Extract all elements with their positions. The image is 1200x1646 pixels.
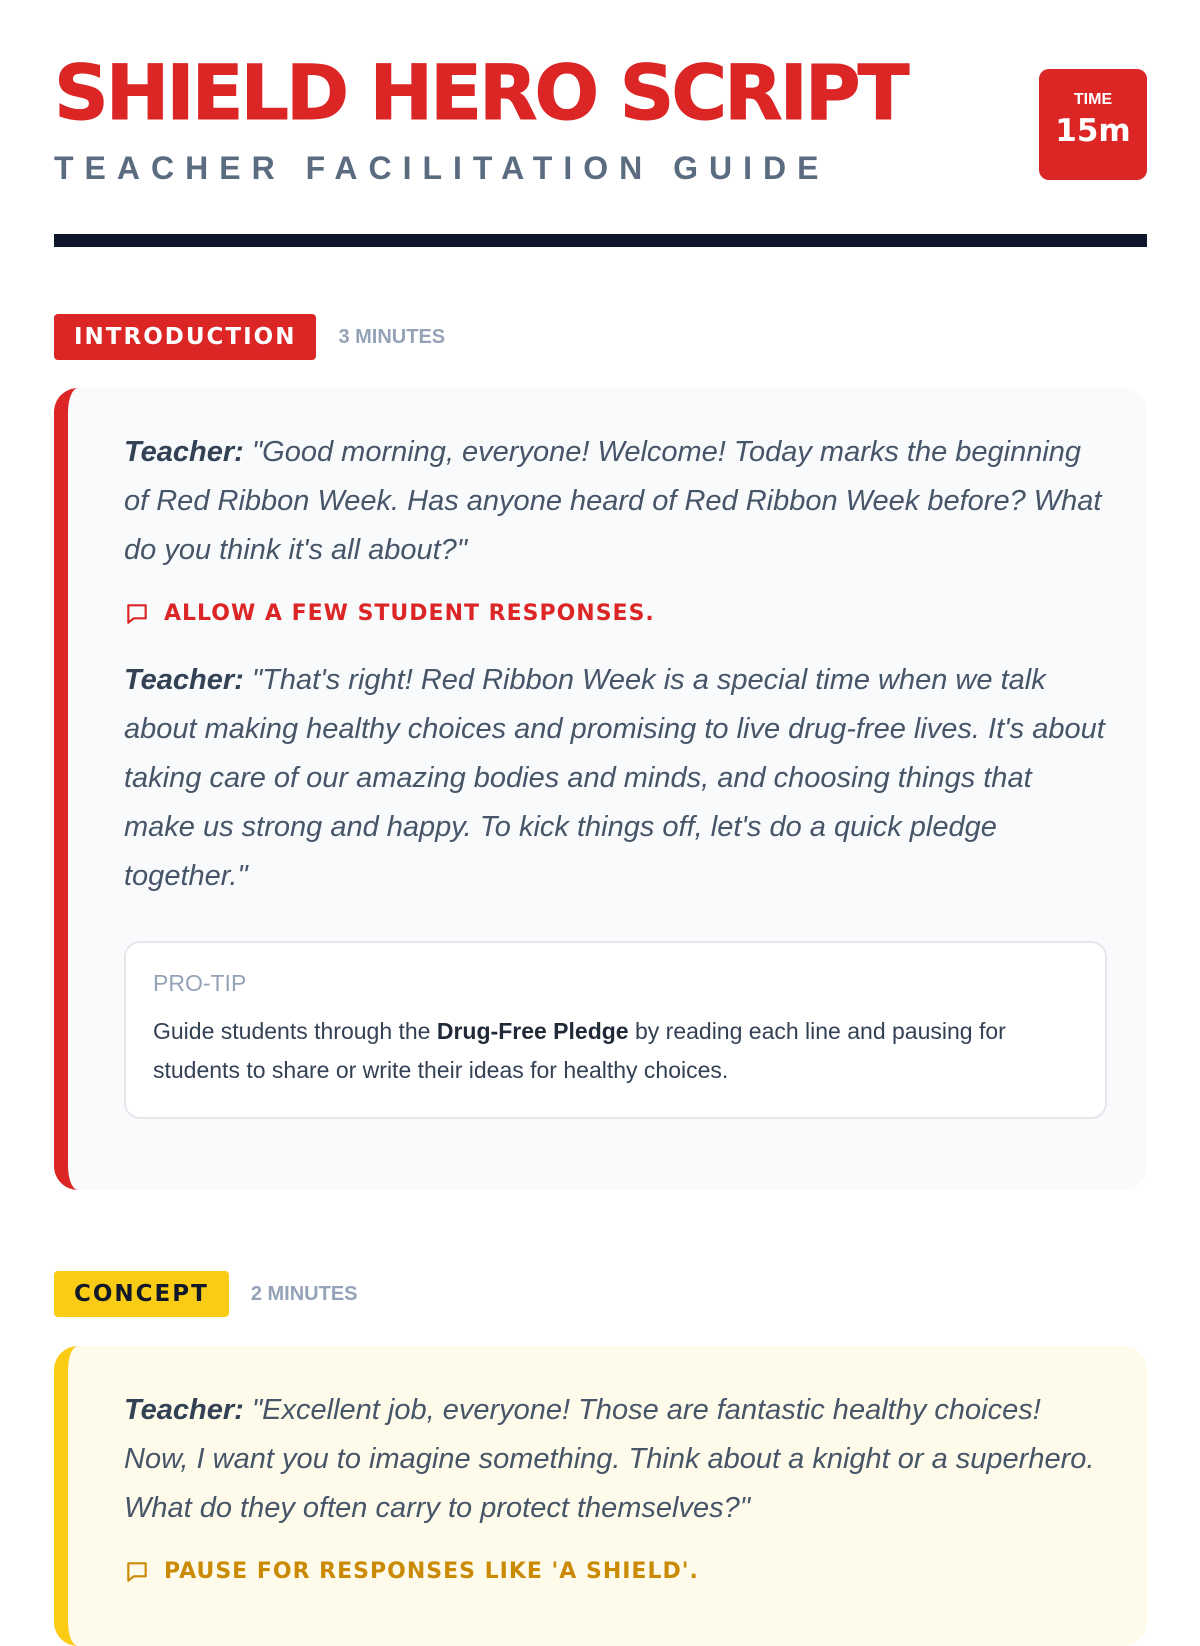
section-header-concept bbox=[54, 1271, 358, 1317]
section-card-concept bbox=[54, 1346, 1147, 1646]
pro-tip-highlight: Drug-Free Pledge bbox=[436, 1018, 629, 1044]
page-header bbox=[54, 0, 1147, 250]
teacher-line bbox=[124, 1386, 1107, 1533]
time-badge bbox=[1039, 69, 1147, 180]
speech-text: "Excellent job, everyone! Those are fantastic healthy choices! Now, I want you to imagine something. Think about a knight or a superhero. What do they often carry to protect themselves?" bbox=[124, 1394, 1095, 1524]
page-title: SHIELD HERO SCRIPT bbox=[54, 48, 907, 137]
facilitation-guide bbox=[54, 0, 1147, 1584]
stage-cue-text: PAUSE FOR RESPONSES LIKE 'A SHIELD'. bbox=[164, 1559, 699, 1584]
section-header-introduction bbox=[54, 314, 445, 360]
section-tag-concept: CONCEPT bbox=[54, 1271, 229, 1317]
stage-cue bbox=[124, 599, 1107, 629]
pro-tip-box bbox=[124, 941, 1107, 1119]
time-label: TIME bbox=[1073, 91, 1113, 108]
pro-tip-text-end: by reading each line and pausing for students to share or write their ideas for healthy choices. bbox=[153, 1018, 1006, 1083]
chat-bubble-icon bbox=[124, 1559, 150, 1585]
teacher-line bbox=[124, 428, 1107, 575]
speech-text: "Good morning, everyone! Welcome! Today marks the beginning of Red Ribbon Week. Has anyone heard of Red Ribbon Week before? What do you think it's all about?" bbox=[124, 436, 1102, 566]
stage-cue-text: ALLOW A FEW STUDENT RESPONSES. bbox=[164, 601, 655, 626]
speaker-label: Teacher: bbox=[124, 436, 244, 468]
section-tag-introduction: INTRODUCTION bbox=[54, 314, 316, 360]
section-duration: 3 MINUTES bbox=[338, 325, 446, 348]
speaker-label: Teacher: bbox=[124, 664, 244, 696]
pro-tip-text-start: Guide students through the bbox=[153, 1018, 437, 1044]
page-subtitle: TEACHER FACILITATION GUIDE bbox=[54, 150, 830, 186]
pro-tip-text bbox=[153, 1012, 1078, 1090]
speaker-label: Teacher: bbox=[124, 1394, 244, 1426]
chat-bubble-icon bbox=[124, 601, 150, 627]
speech-text: "That's right! Red Ribbon Week is a special time when we talk about making healthy choices and promising to live drug-free lives. It's about taking care of our amazing bodies and minds, and choosing things that make us strong and happy. To kick things off, let's do a quick pledge together." bbox=[124, 664, 1105, 892]
stage-cue bbox=[124, 1557, 1107, 1587]
pro-tip-label: PRO-TIP bbox=[153, 970, 247, 996]
header-divider bbox=[54, 234, 1147, 247]
teacher-line bbox=[124, 656, 1107, 901]
section-card-introduction bbox=[54, 388, 1147, 1190]
time-value: 15m bbox=[1055, 113, 1131, 149]
section-duration: 2 MINUTES bbox=[250, 1282, 358, 1305]
